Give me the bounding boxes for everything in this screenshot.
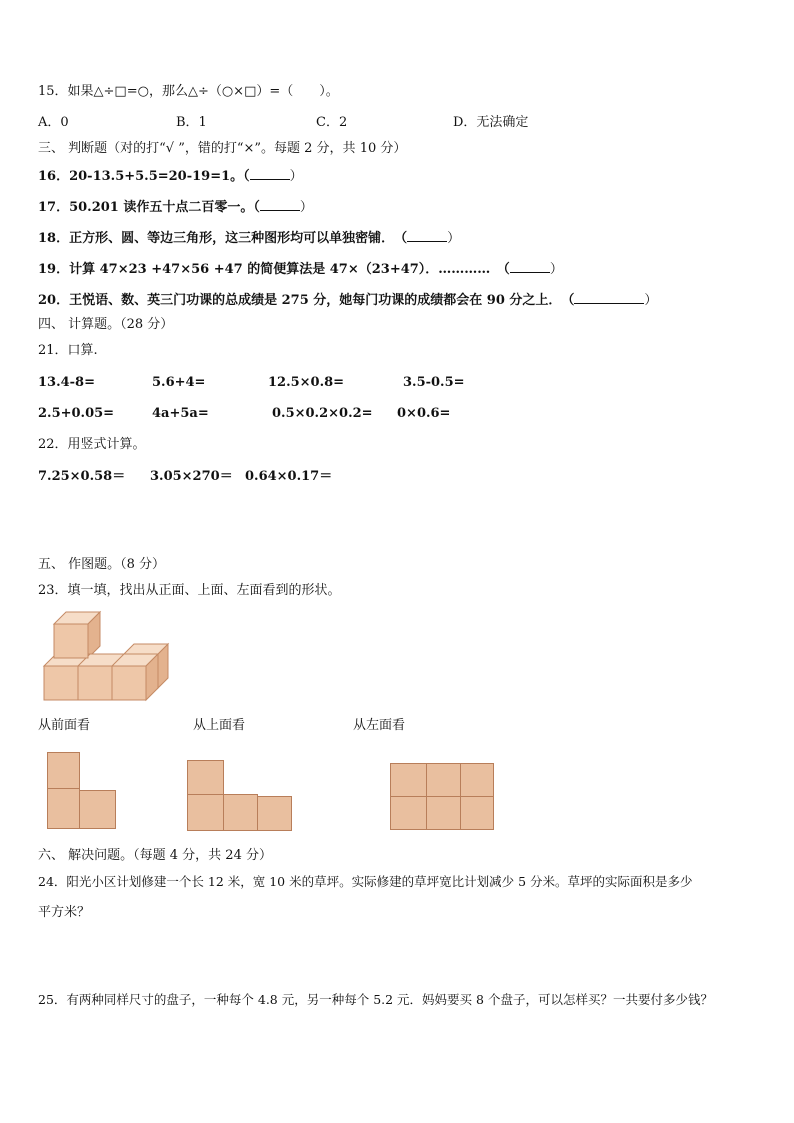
q25-text: 25．有两种同样尺寸的盘子，一种每个 4.8 元，另一种每个 5.2 元．妈妈要买 8 个盘子，可以怎样买？一共要付多少钱？ (38, 992, 713, 1007)
q23-view-top-label: 从上面看 (193, 718, 246, 733)
q22-item-1: 7.25×0.58＝ (38, 469, 126, 484)
q15-text: 15．如果△÷□=○，那么△÷（○×□）=（ ）。 (38, 84, 339, 99)
q19-close: ） (549, 262, 563, 277)
q16 (38, 167, 303, 185)
q23-view-front-label: 从前面看 (38, 718, 91, 733)
q15-option-c: C．2 (316, 115, 348, 130)
cube-figure (38, 608, 178, 708)
section6-title: 六、 解决问题。（每题 4 分，共 24 分） (38, 848, 272, 863)
q20-text: 20．王悦语、数、英三门功课的总成绩是 275 分，她每门功课的成绩都会在 90 分之上． （ (38, 293, 575, 308)
q18-text: 18．正方形、圆、等边三角形，这三种图形均可以单独密铺． （ (38, 231, 408, 246)
q21-title: 21．口算. (38, 343, 98, 358)
q21-r2-c1: 2.5+0.05= (38, 406, 115, 421)
q22-title: 22．用竖式计算。 (38, 437, 146, 452)
q20-answer-blank[interactable] (574, 291, 644, 304)
q22-item-3: 0.64×0.17＝ (245, 469, 333, 484)
q17-close: ） (299, 200, 313, 215)
q17 (38, 198, 313, 216)
q23-view-left-label: 从左面看 (353, 718, 406, 733)
q21-r2-c2: 4a+5a= (152, 406, 209, 421)
q24-line2: 平方米？ (38, 905, 91, 920)
q18-answer-blank[interactable] (407, 229, 447, 242)
q21-r1-c3: 12.5×0.8= (268, 375, 345, 390)
q15-option-d: D．无法确定 (453, 115, 529, 130)
q19-answer-blank[interactable] (510, 260, 550, 273)
section5-title: 五、 作图题。（8 分） (38, 557, 166, 572)
q21-r1-c1: 13.4-8= (38, 375, 95, 390)
q21-r2-c4: 0×0.6= (397, 406, 451, 421)
q18-close: ） (447, 231, 461, 246)
q15-option-b: B．1 (176, 115, 207, 130)
q16-close: ） (289, 169, 303, 184)
front-view-shape (47, 752, 119, 830)
q23-title: 23．填一填，找出从正面、上面、左面看到的形状。 (38, 583, 341, 598)
q22-item-2: 3.05×270＝ (150, 469, 233, 484)
q16-answer-blank[interactable] (250, 167, 290, 180)
q18 (38, 229, 460, 247)
q24-line1: 24．阳光小区计划修建一个长 12 米，宽 10 米的草坪。实际修建的草坪宽比计划减少 5 分米。草坪的实际面积是多少 (38, 874, 693, 889)
left-view-shape (390, 763, 498, 831)
q17-answer-blank[interactable] (260, 198, 300, 211)
q21-r1-c4: 3.5-0.5= (403, 375, 465, 390)
q19 (38, 260, 563, 278)
q17-text: 17．50.201 读作五十点二百零一。（ (38, 200, 260, 215)
q20 (38, 291, 657, 309)
q16-text: 16．20-13.5+5.5=20-19=1。（ (38, 169, 250, 184)
q19-text: 19．计算 47×23 +47×56 +47 的简便算法是 47×（23+47）．………… （ (38, 262, 510, 277)
section4-title: 四、 计算题。（28 分） (38, 317, 174, 332)
top-view-shape (187, 760, 295, 832)
q15-option-a: A．0 (38, 115, 69, 130)
section3-title: 三、 判断题（对的打“√ ”，错的打“×”。每题 2 分，共 10 分） (38, 141, 407, 156)
q20-close: ） (644, 293, 658, 308)
q21-r2-c3: 0.5×0.2×0.2= (272, 406, 373, 421)
q21-r1-c2: 5.6+4= (152, 375, 206, 390)
